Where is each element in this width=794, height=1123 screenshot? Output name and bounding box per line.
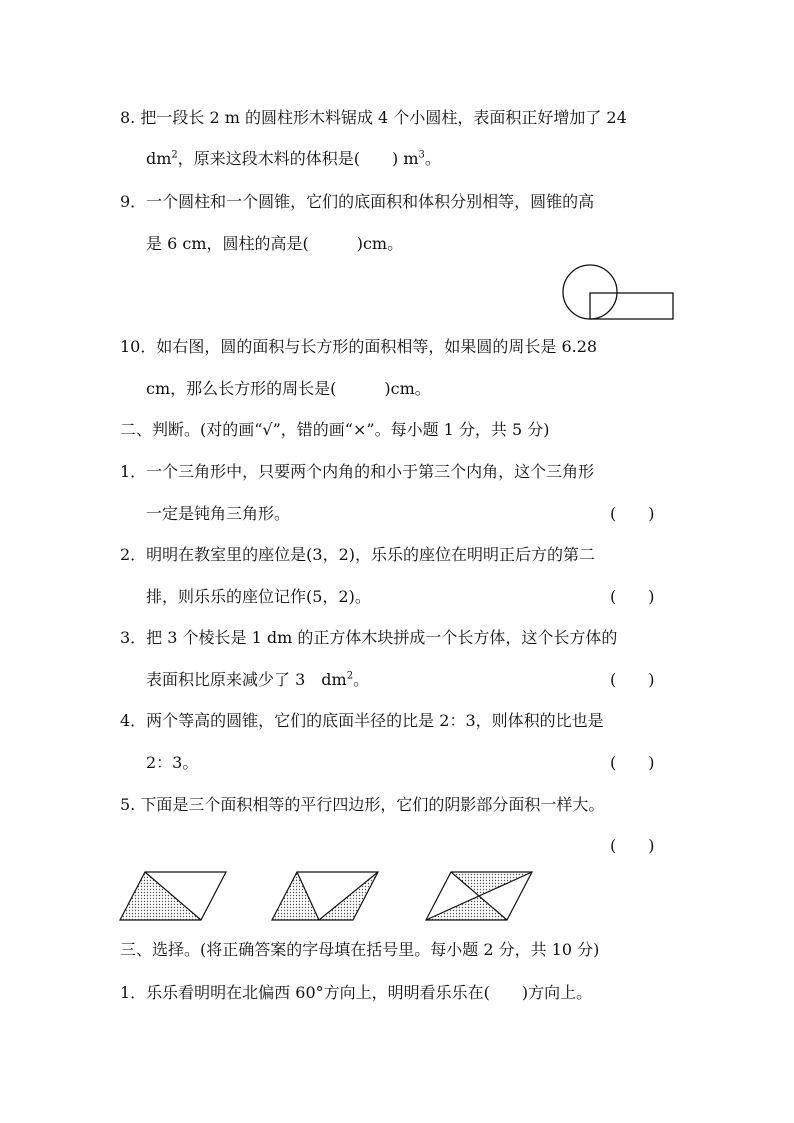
q8-line2-end: 。	[424, 149, 441, 168]
s2-item1-line1: 1．一个三角形中，只要两个内角的和小于第三个内角，这个三角形	[120, 462, 595, 481]
section3-title: 三、选择。(将正确答案的字母填在括号里。每小题 2 分，共 10 分)	[120, 940, 600, 959]
s2-item3-line1: 3．把 3 个棱长是 1 dm 的正方体木块拼成一个长方体，这个长方体的	[120, 628, 618, 647]
s2-item4-line2: 2：3。	[146, 753, 199, 772]
q8-line1: 8. 把一段长 2 m 的圆柱形木料锯成 4 个小圆柱，表面积正好增加了 24	[120, 108, 627, 127]
s2-item2-line1: 2．明明在教室里的座位是(3，2)，乐乐的座位在明明正后方的第二	[120, 545, 596, 564]
s2-item3-line2	[146, 670, 369, 690]
s2-item3-answer-paren[interactable]: ( )	[610, 670, 655, 689]
s2-item2-answer-paren[interactable]: ( )	[610, 587, 655, 606]
s2-item3-sup-2: 2	[346, 670, 354, 682]
parallelogram-figure-3	[425, 870, 535, 922]
parallelogram-figure-2	[271, 870, 381, 922]
s2-item4-answer-paren[interactable]: ( )	[610, 753, 655, 772]
parallelogram-3-shaded-bottom	[426, 896, 507, 920]
q8-line2-mid: ，原来这段木料的体积是( ) m	[177, 149, 419, 168]
s2-item1-line2: 一定是钝角三角形。	[146, 504, 291, 523]
q10-line2: cm，那么长方形的周长是( )cm。	[146, 379, 431, 398]
q8-sup-2: 2	[171, 149, 178, 161]
s2-item3-line2-text: 表面积比原来减少了 3 dm	[146, 670, 347, 689]
parallelogram-figure-1	[119, 870, 229, 922]
q8-sup-3: 3	[418, 149, 425, 161]
s2-item3-line2-end: 。	[353, 670, 370, 689]
s2-item5-answer-paren[interactable]: ( )	[610, 836, 655, 855]
circle-rectangle-figure	[560, 264, 680, 324]
parallelogram-3-shaded-top	[451, 872, 532, 896]
s2-item5-line1: 5. 下面是三个面积相等的平行四边形，它们的阴影部分面积一样大。	[120, 795, 605, 814]
q8-unit-dm: dm	[146, 149, 172, 168]
q10-line1: 10．如右图，圆的面积与长方形的面积相等，如果圆的周长是 6.28	[120, 337, 598, 356]
q9-line1: 9．一个圆柱和一个圆锥，它们的底面积和体积分别相等，圆锥的高	[120, 192, 595, 211]
q8-line2	[146, 149, 441, 169]
parallelogram-2-shaded-left	[272, 872, 319, 920]
s3-item1-line1: 1．乐乐看明明在北偏西 60°方向上，明明看乐乐在( )方向上。	[120, 983, 593, 1002]
s2-item4-line1: 4．两个等高的圆锥，它们的底面半径的比是 2：3，则体积的比也是	[120, 711, 604, 730]
s2-item2-line2: 排，则乐乐的座位记作(5，2)。	[146, 587, 371, 606]
s2-item1-answer-paren[interactable]: ( )	[610, 504, 655, 523]
section2-title: 二、判断。(对的画“√”，错的画“×”。每小题 1 分，共 5 分)	[120, 420, 550, 439]
figure-rectangle	[590, 293, 673, 319]
q9-line2: 是 6 cm，圆柱的高是( )cm。	[146, 234, 404, 253]
